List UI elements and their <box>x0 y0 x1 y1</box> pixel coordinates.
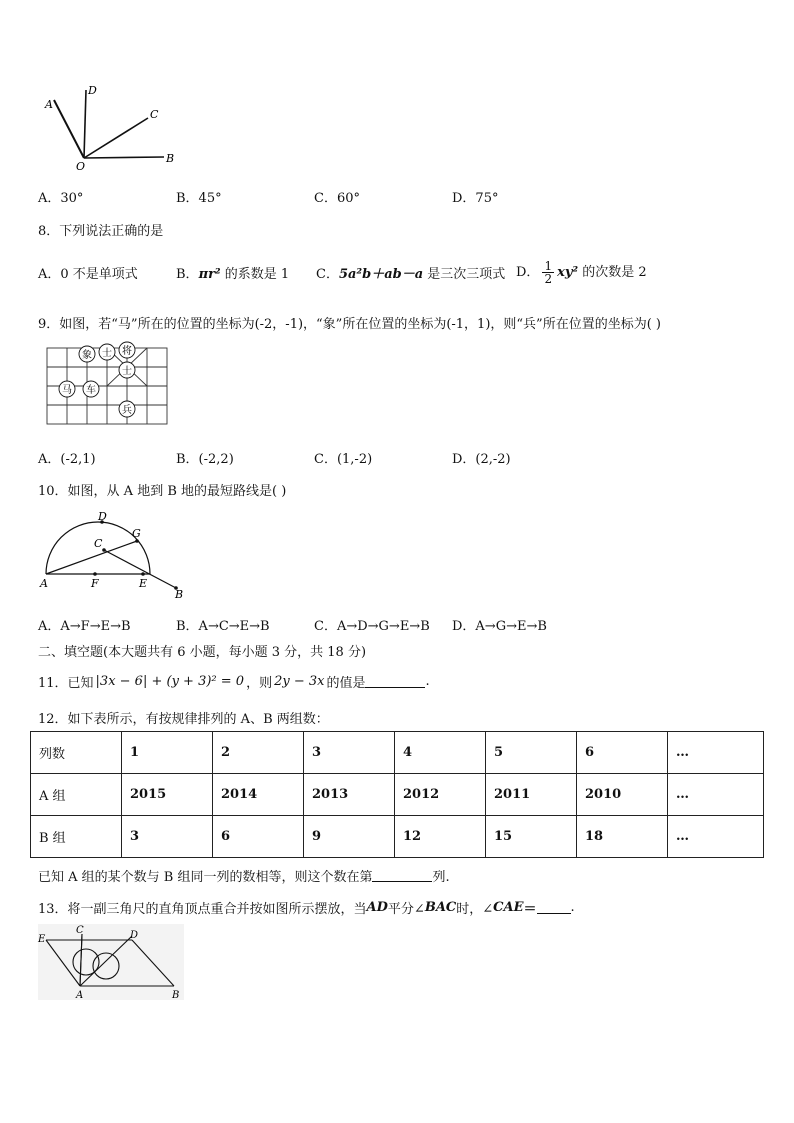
q7-label-d: D <box>88 84 97 97</box>
table-cell: 3 <box>304 732 395 774</box>
table-cell: 2010 <box>577 774 668 816</box>
q7-option-b[interactable]: B．45° <box>176 191 222 206</box>
q8-option-a[interactable]: A．0 不是单项式 <box>38 266 138 282</box>
q10-option-a[interactable]: A．A→F→E→B <box>38 619 131 634</box>
q9-piece-bing: 兵 <box>122 405 132 416</box>
q10-option-b[interactable]: B．A→C→E→B <box>176 619 270 634</box>
q8-option-d[interactable] <box>516 260 647 285</box>
q7-label-b: B <box>166 152 175 165</box>
q13-cae: CAE <box>493 900 524 915</box>
q9-options <box>38 448 511 467</box>
q8-b-prefix: B． <box>176 266 199 282</box>
q11 <box>38 672 430 691</box>
q8-b-suffix: 的系数是 1 <box>220 266 290 282</box>
table-cell: 2012 <box>395 774 486 816</box>
q7-label-o: O <box>76 160 86 172</box>
q13-eq: ＝ <box>523 902 537 917</box>
table-row <box>31 732 764 774</box>
q13-set-squares-figure <box>36 922 186 1002</box>
q9-stem: 9．如图，若“马”所在的位置的坐标为(-2，-1)，“象”所在位置的坐标为(-1，1)，则“兵”所在位置的坐标为( ) <box>38 317 661 332</box>
table-cell: B 组 <box>31 816 122 858</box>
q13-label-e: E <box>38 934 46 945</box>
q13-answer-blank[interactable] <box>537 901 571 914</box>
q9-option-c[interactable]: C．(1,-2) <box>314 452 373 467</box>
q8-options <box>38 258 647 286</box>
table-cell: … <box>668 732 764 774</box>
q11-expr: |3x − 6| + (y + 3)² = 0 <box>95 674 245 689</box>
table-cell: A 组 <box>31 774 122 816</box>
q8-d-suffix: 的次数是 2 <box>578 264 647 280</box>
table-cell: 2015 <box>122 774 213 816</box>
q8-c-expr: 5a²b＋ab－a <box>338 266 424 282</box>
table-cell: 2011 <box>486 774 577 816</box>
q10-label-f: F <box>91 577 99 590</box>
table-cell: … <box>668 816 764 858</box>
q9-piece-jiang: 将 <box>122 346 132 357</box>
table-cell: 9 <box>304 816 395 858</box>
table-cell: 18 <box>577 816 668 858</box>
q13-label-d: D <box>130 930 139 941</box>
q10-label-g: G <box>132 527 141 540</box>
q9-piece-shi-2: 士 <box>122 366 132 377</box>
q8-d-prefix: D． <box>516 264 540 280</box>
q13-stem <box>38 898 575 917</box>
q12-table <box>30 731 764 858</box>
q11-end: . <box>425 674 430 689</box>
q7-option-d[interactable]: D．75° <box>452 191 499 206</box>
table-cell: 6 <box>213 816 304 858</box>
q8-d-frac-num: 1 <box>544 258 553 273</box>
q8-d-fraction <box>542 260 554 285</box>
table-row <box>31 774 764 816</box>
q12-stem: 12．如下表所示，有按规律排列的 A、B 两组数： <box>38 712 329 727</box>
q11-mid: ，则 <box>246 676 273 691</box>
table-cell: 6 <box>577 732 668 774</box>
table-cell: 3 <box>122 816 213 858</box>
q13-end: . <box>570 900 575 915</box>
q12-answer-blank[interactable] <box>372 869 432 882</box>
table-cell: 5 <box>486 732 577 774</box>
q7-label-a: A <box>45 98 53 111</box>
table-cell: 15 <box>486 816 577 858</box>
q11-suffix: 的值是 <box>326 676 366 691</box>
q7-options <box>38 187 498 206</box>
q10-label-e: E <box>139 577 148 590</box>
q9-piece-che: 车 <box>86 385 96 396</box>
q8-option-c[interactable] <box>316 263 516 282</box>
q7-option-c[interactable]: C．60° <box>314 191 360 206</box>
table-cell: 4 <box>395 732 486 774</box>
q8-c-prefix: C． <box>316 266 339 282</box>
q12-follow-suffix: 列. <box>432 870 450 885</box>
table-cell: 1 <box>122 732 213 774</box>
q10-label-b: B <box>175 588 184 600</box>
q8-option-b[interactable] <box>176 263 316 282</box>
q10-label-c: C <box>94 537 103 550</box>
q8-d-frac-den: 2 <box>544 271 553 286</box>
q13-label-a: A <box>76 990 84 1001</box>
table-cell: 12 <box>395 816 486 858</box>
q13-bac: BAC <box>424 900 457 915</box>
q9-piece-ma: 马 <box>62 385 72 396</box>
q8-c-suffix: 是三次三项式 <box>423 266 506 282</box>
q9-option-d[interactable]: D．(2,-2) <box>452 452 511 467</box>
q10-stem: 10．如图，从 A 地到 B 地的最短路线是( ) <box>38 484 287 499</box>
q10-option-d[interactable]: D．A→G→E→B <box>452 619 547 634</box>
section-2-heading: 二、填空题(本大题共有 6 小题，每小题 3 分，共 18 分) <box>38 645 367 660</box>
q9-piece-shi-1: 士 <box>102 348 112 359</box>
q7-angle-figure <box>40 80 190 172</box>
q8-b-expr: πr² <box>198 266 221 282</box>
q9-piece-xiang: 象 <box>82 350 92 361</box>
q10-route-figure <box>36 510 196 600</box>
q13-mid: 平分∠ <box>387 902 425 917</box>
q10-label-a: A <box>40 577 48 590</box>
q10-label-d: D <box>98 510 107 523</box>
q13-stem-prefix: 13．将一副三角尺的直角顶点重合并按如图所示摆放，当 <box>38 902 367 917</box>
q7-option-a[interactable]: A．30° <box>38 191 84 206</box>
table-cell: 2014 <box>213 774 304 816</box>
q11-answer-blank[interactable] <box>365 675 425 688</box>
q11-expr2: 2y − 3x <box>274 674 325 689</box>
q10-options <box>38 615 547 634</box>
table-cell: … <box>668 774 764 816</box>
q11-prefix: 11．已知 <box>38 676 94 691</box>
table-cell: 列数 <box>31 732 122 774</box>
q10-option-c[interactable]: C．A→D→G→E→B <box>314 619 430 634</box>
q13-ad: AD <box>366 900 388 915</box>
table-cell: 2013 <box>304 774 395 816</box>
q13-label-c: C <box>76 925 84 936</box>
q13-mid2: 时，∠ <box>456 902 494 917</box>
q8-d-expr: xy² <box>557 264 579 280</box>
q12-followup <box>38 866 450 885</box>
table-cell: 2 <box>213 732 304 774</box>
q9-option-a[interactable]: A．(-2,1) <box>38 452 96 467</box>
q7-label-c: C <box>150 108 159 121</box>
q8-stem: 8．下列说法正确的是 <box>38 224 164 239</box>
table-row <box>31 816 764 858</box>
q9-chess-board <box>44 340 170 426</box>
q12-follow-prefix: 已知 A 组的某个数与 B 组同一列的数相等，则这个数在第 <box>38 870 373 885</box>
q9-option-b[interactable]: B．(-2,2) <box>176 452 234 467</box>
q13-label-b: B <box>172 990 180 1001</box>
